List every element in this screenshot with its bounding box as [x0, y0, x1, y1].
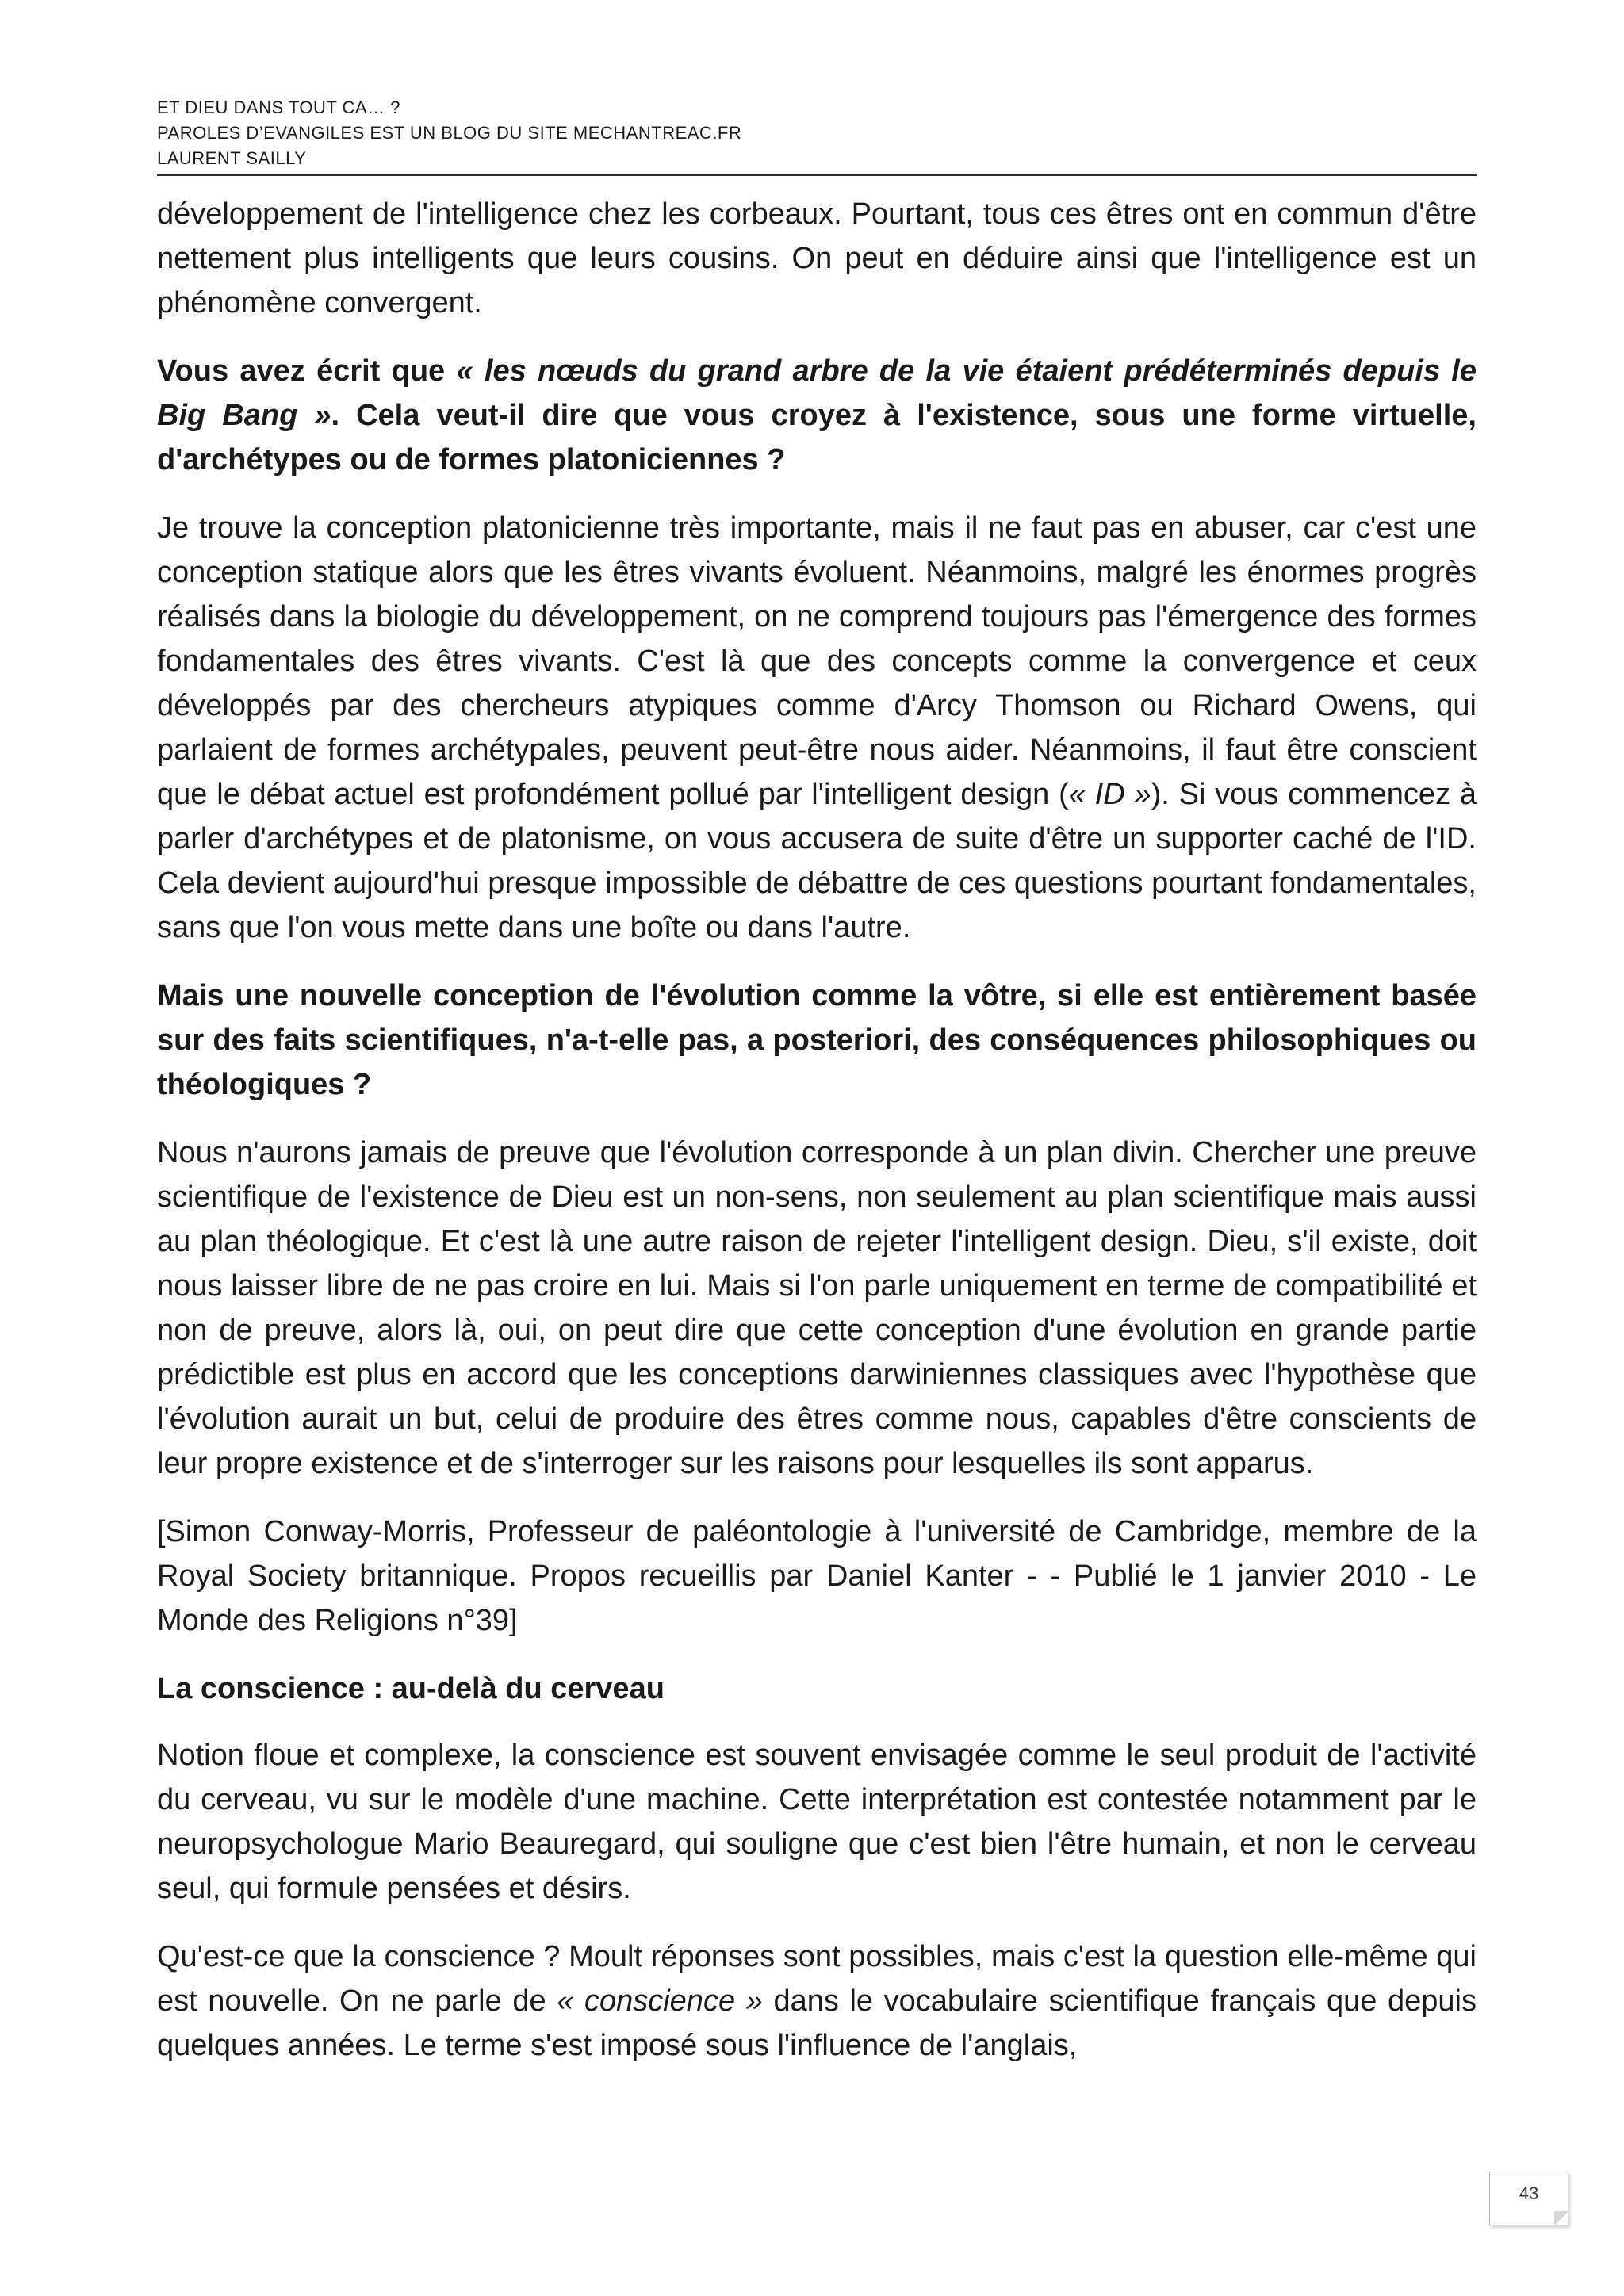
section-title: La conscience : au-delà du cerveau	[157, 1672, 665, 1705]
header-book-title: ET DIEU DANS TOUT CA… ?	[157, 98, 400, 117]
paragraph-platonicienne	[157, 506, 1477, 950]
paragraph-corbeaux: développement de l'intelligence chez les corbeaux. Pourtant, tous ces êtres ont en commun d'être nettement plus intelligents que leurs cousins. On peut en déduire ainsi que l'intelligence est un phénomène convergent.	[157, 197, 1477, 320]
page-number-box	[1489, 2172, 1568, 2225]
question-noeuds-quote: « les nœuds du grand arbre de la vie étaient prédéterminés depuis le Big Bang »	[157, 354, 1477, 432]
paragraph-plan-divin: Nous n'aurons jamais de preuve que l'évolution corresponde à un plan divin. Chercher une preuve scientifique de l'existence de Dieu est un non-sens, non seulement au plan scientifique mais aussi au plan théologique. Et c'est là une autre raison de rejeter l'intelligent design. Dieu, s'il existe, doit nous laisser libre de ne pas croire en lui. Mais si l'on parle uniquement en terme de compatibilité et non de preuve, alors là, oui, on peut dire que cette conception d'une évolution en grande partie prédictible est plus en accord que les conceptions darwiniennes classiques avec l'hypothèse que l'évolution aurait un but, celui de produire des êtres comme nous, capables d'être conscients de leur propre existence et de s'interroger sur les raisons pour lesquelles ils sont apparus.	[157, 1136, 1477, 1480]
header-blog-line: PAROLES D’EVANGILES EST UN BLOG DU SITE MECHANTREAC.FR	[157, 123, 742, 143]
page-number: 43	[1519, 2183, 1539, 2203]
header-author: LAURENT SAILLY	[157, 148, 307, 168]
page-header	[157, 95, 1477, 176]
page-curl-icon	[1554, 2211, 1568, 2225]
paragraph-quest-ce-start: Qu'est-ce que la conscience ? Moult réponses sont possibles, mais c'est la question elle-même qui est nouvelle. On ne parle de	[157, 1940, 1477, 2018]
question-noeuds-rest: . Cela veut-il dire que vous croyez à l'existence, sous une forme virtuelle, d'archétypes ou de formes platoniciennes ?	[157, 399, 1477, 476]
paragraph-platonicienne-end: ). Si vous commencez à parler d'archétypes et de platonisme, on vous accusera de suite d'être un supporter caché de l'ID. Cela devient aujourd'hui presque impossible de débattre de ces questions pourtant fondamentales, sans que l'on vous mette dans une boîte ou dans l'autre.	[157, 778, 1477, 944]
question-noeuds-intro: Vous avez écrit que	[157, 354, 457, 388]
document-body	[157, 192, 1477, 2091]
paragraph-platonicienne-start: Je trouve la conception platonicienne très importante, mais il ne faut pas en abuser, car c'est une conception statique alors que les êtres vivants évoluent. Néanmoins, malgré les énormes progrès réalisés dans la biologie du développement, on ne comprend toujours pas l'émergence des formes fondamentales des êtres vivants. C'est là que des concepts comme la convergence et ceux développés par des chercheurs atypiques comme d'Arcy Thomson ou Richard Owens, qui parlaient de formes archétypales, peuvent peut-être nous aider. Néanmoins, il faut être conscient que le débat actuel est profondément pollué par l'intelligent design (	[157, 511, 1477, 811]
paragraph-platonicienne-id: « ID »	[1068, 778, 1151, 811]
citation-source: [Simon Conway-Morris, Professeur de paléontologie à l'université de Cambridge, membre de la Royal Society britannique. Propos recueillis par Daniel Kanter - - Publié le 1 janvier 2010 - Le Monde des Religions n°39]	[157, 1515, 1477, 1637]
question-consequences: Mais une nouvelle conception de l'évolution comme la vôtre, si elle est entièrement basée sur des faits scientifiques, n'a-t-elle pas, a posteriori, des conséquences philosophiques ou théologiques ?	[157, 979, 1477, 1101]
paragraph-quest-ce-end: dans le vocabulaire scientifique français que depuis quelques années. Le terme s'est imposé sous l'influence de l'anglais,	[157, 1984, 1477, 2062]
paragraph-notion-floue: Notion floue et complexe, la conscience est souvent envisagée comme le seul produit de l'activité du cerveau, vu sur le modèle d'une machine. Cette interprétation est contestée notamment par le neuropsychologue Mario Beauregard, qui souligne que c'est bien l'être humain, et non le cerveau seul, qui formule pensées et désirs.	[157, 1739, 1477, 1905]
question-noeuds	[157, 349, 1477, 482]
paragraph-quest-ce-quote: « conscience »	[557, 1984, 763, 2018]
paragraph-quest-ce	[157, 1934, 1477, 2068]
